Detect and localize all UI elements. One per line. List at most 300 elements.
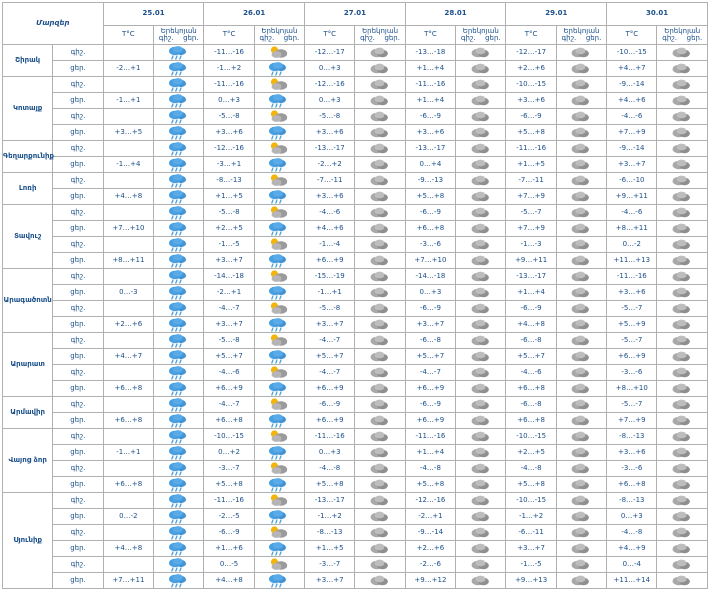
temperature-cell: -6…-9 (405, 109, 455, 125)
temperature-cell: -4…-7 (204, 397, 254, 413)
temperature-cell: -11…-16 (204, 493, 254, 509)
cloud-icon (657, 349, 708, 365)
day-label-2: ցեր. (384, 34, 400, 42)
night-label-1: գիշ. (259, 34, 275, 42)
region-name-0: Շիրակ (3, 45, 53, 77)
day-label-4: ցեր. (585, 34, 602, 42)
cloud-icon (456, 109, 506, 125)
phenomena-subheader-3 (456, 26, 506, 45)
cloud-icon (456, 349, 506, 365)
temperature-cell: +3…+7 (204, 253, 254, 269)
temperature-cell: 0…-2 (103, 509, 153, 525)
temperature-cell: -1…-5 (204, 237, 254, 253)
cloud-icon (456, 93, 506, 109)
temperature-cell: +6…+8 (103, 477, 153, 493)
temperature-cell: +4…+8 (103, 541, 153, 557)
rain-cloud-icon (254, 413, 304, 429)
temperature-cell: +4…+7 (103, 349, 153, 365)
temperature-cell: +1…+4 (405, 93, 455, 109)
zone-label: գիշ. (53, 429, 103, 445)
temperature-cell: -6…-9 (305, 397, 355, 413)
rain-cloud-icon (254, 93, 304, 109)
temperature-cell: 0…+3 (405, 285, 455, 301)
temperature-cell: +5…+8 (305, 477, 355, 493)
cloud-icon (657, 109, 708, 125)
night-label-2: գիշ. (360, 34, 375, 42)
temperature-cell: -3…-6 (607, 461, 657, 477)
temperature-cell: +3…+7 (607, 157, 657, 173)
cloud-icon (355, 445, 405, 461)
zone-label: ցեր. (53, 221, 103, 237)
night-label-3: գիշ. (460, 34, 476, 42)
zone-label: գիշ. (53, 525, 103, 541)
cloud-icon (657, 269, 708, 285)
table-row (3, 237, 708, 253)
temperature-cell: +1…+4 (405, 61, 455, 77)
temperature-cell: -1…+1 (103, 445, 153, 461)
cloud-icon (456, 141, 506, 157)
cloud-icon (556, 93, 606, 109)
region-name-4: Տավուշ (3, 205, 53, 269)
zone-label: ցեր. (53, 285, 103, 301)
zone-label: ցեր. (53, 61, 103, 77)
temperature-cell: +3…+6 (305, 189, 355, 205)
temperature-cell: -14…-18 (405, 269, 455, 285)
cloud-icon (556, 157, 606, 173)
cloud-icon (657, 253, 708, 269)
temperature-cell: +3…+7 (305, 573, 355, 589)
cloud-icon (556, 301, 606, 317)
temperature-cell: +4…+7 (607, 61, 657, 77)
temperature-cell: +7…+9 (607, 413, 657, 429)
cloud-icon (556, 525, 606, 541)
zone-label: գիշ. (53, 141, 103, 157)
rain-cloud-icon (154, 301, 204, 317)
temperature-cell: -7…-11 (305, 173, 355, 189)
temperature-cell: 0…+4 (405, 157, 455, 173)
temperature-cell: -8…-13 (305, 525, 355, 541)
cloud-icon (456, 413, 506, 429)
temperature-cell (103, 557, 153, 573)
temperature-cell: +3…+6 (607, 285, 657, 301)
cloud-icon (556, 45, 606, 61)
cloud-icon (556, 541, 606, 557)
cloud-icon (355, 509, 405, 525)
temperature-cell (103, 461, 153, 477)
rain-cloud-icon (254, 349, 304, 365)
temperature-cell: -6…-9 (405, 397, 455, 413)
temperature-cell: -5…-7 (607, 397, 657, 413)
cloud-icon (556, 573, 606, 589)
temperature-cell: +2…+5 (506, 445, 556, 461)
sun-behind-cloud-icon (254, 301, 304, 317)
temperature-cell: -3…-7 (204, 461, 254, 477)
temperature-cell: -15…-19 (305, 269, 355, 285)
temperature-cell: -10…-15 (607, 45, 657, 61)
rain-cloud-icon (154, 557, 204, 573)
temperature-cell: -4…-8 (305, 461, 355, 477)
temperature-cell: -7…-11 (506, 173, 556, 189)
temperature-cell: -13…-17 (305, 493, 355, 509)
cloud-icon (355, 237, 405, 253)
cloud-icon (456, 461, 506, 477)
temperature-cell: -4…-6 (204, 365, 254, 381)
rain-cloud-icon (154, 285, 204, 301)
sun-behind-cloud-icon (254, 77, 304, 93)
temperature-cell: -10…-15 (506, 493, 556, 509)
temperature-cell: +6…+8 (103, 381, 153, 397)
table-row (3, 285, 708, 301)
rain-cloud-icon (154, 109, 204, 125)
cloud-icon (456, 61, 506, 77)
cloud-icon (657, 413, 708, 429)
cloud-icon (556, 509, 606, 525)
cloud-icon (556, 477, 606, 493)
date-header-1: 26.01 (204, 3, 305, 26)
cloud-icon (556, 173, 606, 189)
temp-subheader-4: T°C (506, 26, 556, 45)
region-name-1: Կոտայք (3, 77, 53, 141)
date-header-2: 27.01 (305, 3, 406, 26)
temperature-cell: -5…-8 (305, 109, 355, 125)
sun-behind-cloud-icon (254, 493, 304, 509)
temperature-cell: -12…-16 (405, 493, 455, 509)
temperature-cell: -11…-16 (405, 77, 455, 93)
cloud-icon (657, 477, 708, 493)
rain-cloud-icon (254, 189, 304, 205)
zone-label: գիշ. (53, 397, 103, 413)
zone-label: ցեր. (53, 541, 103, 557)
phenomena-label-0: Երեկոյան (160, 26, 197, 35)
cloud-icon (657, 493, 708, 509)
temperature-cell: -10…-15 (204, 429, 254, 445)
temperature-cell: +2…+6 (506, 61, 556, 77)
rain-cloud-icon (154, 141, 204, 157)
cloud-icon (456, 541, 506, 557)
temperature-cell: +5…+7 (506, 349, 556, 365)
temperature-cell: +7…+9 (506, 221, 556, 237)
temperature-cell: +2…+6 (405, 541, 455, 557)
sun-behind-cloud-icon (254, 45, 304, 61)
cloud-icon (456, 445, 506, 461)
temperature-cell: +1…+6 (204, 541, 254, 557)
cloud-icon (355, 525, 405, 541)
cloud-icon (657, 93, 708, 109)
temperature-cell: -13…-18 (405, 45, 455, 61)
temperature-cell: -11…-16 (305, 429, 355, 445)
zone-label: գիշ. (53, 365, 103, 381)
table-row (3, 317, 708, 333)
cloud-icon (556, 141, 606, 157)
table-row (3, 413, 708, 429)
rain-cloud-icon (154, 477, 204, 493)
region-name-3: Լոռի (3, 173, 53, 205)
temperature-cell: +4…+8 (204, 573, 254, 589)
temperature-cell: 0…+2 (204, 445, 254, 461)
zone-label: գիշ. (53, 461, 103, 477)
cloud-icon (355, 173, 405, 189)
temperature-cell (103, 333, 153, 349)
zone-label: ցեր. (53, 509, 103, 525)
temperature-cell: -6…-8 (506, 397, 556, 413)
phenomena-subheader-4 (556, 26, 606, 45)
table-row (3, 109, 708, 125)
temperature-cell: +4…+6 (305, 221, 355, 237)
rain-cloud-icon (254, 573, 304, 589)
cloud-icon (456, 77, 506, 93)
temperature-cell: +6…+8 (506, 413, 556, 429)
cloud-icon (456, 429, 506, 445)
cloud-icon (556, 493, 606, 509)
day-label-3: ցեր. (485, 34, 501, 42)
cloud-icon (355, 45, 405, 61)
cloud-icon (556, 365, 606, 381)
temperature-cell: -9…-14 (405, 525, 455, 541)
date-header-3: 28.01 (405, 3, 506, 26)
region-name-6: Արարատ (3, 333, 53, 397)
temperature-cell: 0…-2 (607, 237, 657, 253)
temperature-cell: -5…-7 (607, 301, 657, 317)
cloud-icon (556, 557, 606, 573)
cloud-icon (456, 477, 506, 493)
cloud-icon (657, 301, 708, 317)
temperature-cell: 0…-5 (204, 557, 254, 573)
cloud-icon (355, 573, 405, 589)
temperature-cell: -3…+1 (204, 157, 254, 173)
temperature-cell: -8…-13 (607, 493, 657, 509)
rain-cloud-icon (154, 445, 204, 461)
table-row (3, 445, 708, 461)
temperature-cell: 0…-4 (607, 557, 657, 573)
temperature-cell: -2…-5 (204, 509, 254, 525)
rain-cloud-icon (154, 157, 204, 173)
temperature-cell: +9…+12 (405, 573, 455, 589)
region-name-8: Վայոց ձոր (3, 429, 53, 493)
temperature-cell (103, 173, 153, 189)
temperature-cell (103, 45, 153, 61)
temperature-cell: -11…-16 (506, 141, 556, 157)
sun-behind-cloud-icon (254, 429, 304, 445)
zone-label: ցեր. (53, 573, 103, 589)
temperature-cell: -10…-15 (506, 77, 556, 93)
temperature-cell: +5…+8 (506, 125, 556, 141)
sun-behind-cloud-icon (254, 461, 304, 477)
temperature-cell: -1…+4 (103, 157, 153, 173)
temperature-cell: -8…-13 (607, 429, 657, 445)
zone-label: ցեր. (53, 317, 103, 333)
rain-cloud-icon (154, 189, 204, 205)
rain-cloud-icon (154, 221, 204, 237)
region-name-9: Սյունիք (3, 493, 53, 589)
table-row (3, 557, 708, 573)
cloud-icon (355, 301, 405, 317)
temperature-cell: +9…+11 (607, 189, 657, 205)
temperature-cell: -1…-5 (506, 557, 556, 573)
temperature-cell: -4…-8 (506, 461, 556, 477)
table-row (3, 269, 708, 285)
temperature-cell: +6…+9 (305, 253, 355, 269)
temperature-cell: +6…+9 (204, 381, 254, 397)
zone-label: ցեր. (53, 253, 103, 269)
temperature-cell: +7…+10 (103, 221, 153, 237)
table-row (3, 349, 708, 365)
temperature-cell: -2…-6 (405, 557, 455, 573)
table-row (3, 525, 708, 541)
temperature-cell: +1…+4 (506, 285, 556, 301)
cloud-icon (355, 157, 405, 173)
temperature-cell: -4…-7 (405, 365, 455, 381)
rain-cloud-icon (154, 237, 204, 253)
table-row (3, 493, 708, 509)
night-label-5: գիշ. (662, 34, 678, 42)
table-row (3, 365, 708, 381)
cloud-icon (657, 157, 708, 173)
temperature-cell: +1…+5 (204, 189, 254, 205)
rain-cloud-icon (154, 317, 204, 333)
temperature-cell: +11…+14 (607, 573, 657, 589)
cloud-icon (355, 61, 405, 77)
region-name-5: Արագածոտն (3, 269, 53, 333)
temperature-cell: -9…-13 (405, 173, 455, 189)
night-label-4: գիշ. (561, 34, 577, 42)
temperature-cell: +2…+5 (204, 221, 254, 237)
temperature-cell: +7…+10 (405, 253, 455, 269)
date-header-5: 30.01 (607, 3, 708, 26)
temperature-cell: -11…-16 (204, 77, 254, 93)
zone-label: ցեր. (53, 477, 103, 493)
sun-behind-cloud-icon (254, 109, 304, 125)
rain-cloud-icon (154, 541, 204, 557)
temperature-cell: -10…-15 (506, 429, 556, 445)
temperature-cell: -13…-17 (405, 141, 455, 157)
cloud-icon (456, 237, 506, 253)
zone-label: գիշ. (53, 237, 103, 253)
day-label-5: ցեր. (686, 34, 703, 42)
temperature-cell: -2…+1 (103, 61, 153, 77)
table-row (3, 397, 708, 413)
temperature-cell: -4…-7 (204, 301, 254, 317)
temperature-cell (103, 205, 153, 221)
cloud-icon (355, 557, 405, 573)
temperature-cell: -12…-17 (305, 45, 355, 61)
cloud-icon (355, 349, 405, 365)
cloud-icon (556, 285, 606, 301)
zone-label: գիշ. (53, 109, 103, 125)
temperature-cell: -1…+1 (305, 285, 355, 301)
cloud-icon (456, 173, 506, 189)
rain-cloud-icon (154, 381, 204, 397)
temperature-cell: +7…+9 (607, 125, 657, 141)
cloud-icon (556, 429, 606, 445)
temperature-cell: -8…-13 (204, 173, 254, 189)
cloud-icon (657, 509, 708, 525)
cloud-icon (657, 541, 708, 557)
temperature-cell: -6…-9 (405, 205, 455, 221)
temperature-cell: -6…-8 (506, 333, 556, 349)
temperature-cell: +9…+13 (506, 573, 556, 589)
cloud-icon (657, 557, 708, 573)
phenomena-label-1: Երեկոյան (261, 26, 298, 35)
temperature-cell: 0…-3 (103, 285, 153, 301)
temperature-cell: -6…-9 (506, 109, 556, 125)
cloud-icon (657, 573, 708, 589)
cloud-icon (355, 109, 405, 125)
temperature-cell: -4…-6 (305, 205, 355, 221)
temperature-cell: +3…+7 (405, 317, 455, 333)
zone-label: գիշ. (53, 205, 103, 221)
temperature-cell: -2…+1 (204, 285, 254, 301)
temperature-cell: -2…+1 (405, 509, 455, 525)
rain-cloud-icon (154, 365, 204, 381)
rain-cloud-icon (154, 413, 204, 429)
zone-label: գիշ. (53, 557, 103, 573)
temperature-cell: 0…+3 (305, 61, 355, 77)
cloud-icon (556, 61, 606, 77)
cloud-icon (556, 237, 606, 253)
temperature-cell: +6…+8 (607, 477, 657, 493)
temperature-cell: +1…+5 (506, 157, 556, 173)
phenomena-label-4: Երեկոյան (563, 26, 600, 35)
cloud-icon (355, 493, 405, 509)
zone-label: գիշ. (53, 77, 103, 93)
table-row (3, 253, 708, 269)
phenomena-subheader-0 (154, 26, 204, 45)
cloud-icon (456, 493, 506, 509)
rain-cloud-icon (254, 509, 304, 525)
temperature-cell: 0…+3 (305, 445, 355, 461)
temperature-cell: +4…+8 (506, 317, 556, 333)
table-row (3, 125, 708, 141)
temperature-cell: -1…-3 (506, 237, 556, 253)
rain-cloud-icon (154, 45, 204, 61)
table-row (3, 573, 708, 589)
cloud-icon (456, 573, 506, 589)
cloud-icon (456, 509, 506, 525)
cloud-icon (456, 253, 506, 269)
sun-behind-cloud-icon (254, 557, 304, 573)
table-row (3, 173, 708, 189)
temperature-cell: +4…+8 (103, 189, 153, 205)
temperature-cell: +4…+6 (607, 93, 657, 109)
temperature-cell (103, 397, 153, 413)
phenomena-label-3: Երեկոյան (462, 26, 499, 35)
table-row (3, 381, 708, 397)
temperature-cell: -6…-9 (204, 525, 254, 541)
temperature-cell: +3…+6 (405, 125, 455, 141)
temperature-cell: -3…-6 (607, 365, 657, 381)
table-row (3, 77, 708, 93)
cloud-icon (355, 397, 405, 413)
zone-label: գիշ. (53, 173, 103, 189)
temperature-cell: -9…-14 (607, 141, 657, 157)
temperature-cell: -4…-7 (305, 365, 355, 381)
table-row (3, 477, 708, 493)
sun-behind-cloud-icon (254, 269, 304, 285)
table-row (3, 509, 708, 525)
temperature-cell: +8…+11 (103, 253, 153, 269)
cloud-icon (355, 333, 405, 349)
rain-cloud-icon (154, 253, 204, 269)
rain-cloud-icon (154, 173, 204, 189)
table-row (3, 205, 708, 221)
zone-label: ցեր. (53, 381, 103, 397)
table-row (3, 45, 708, 61)
zone-label: ցեր. (53, 93, 103, 109)
rain-cloud-icon (154, 269, 204, 285)
temperature-cell: -12…-16 (204, 141, 254, 157)
cloud-icon (556, 397, 606, 413)
temperature-cell (103, 269, 153, 285)
